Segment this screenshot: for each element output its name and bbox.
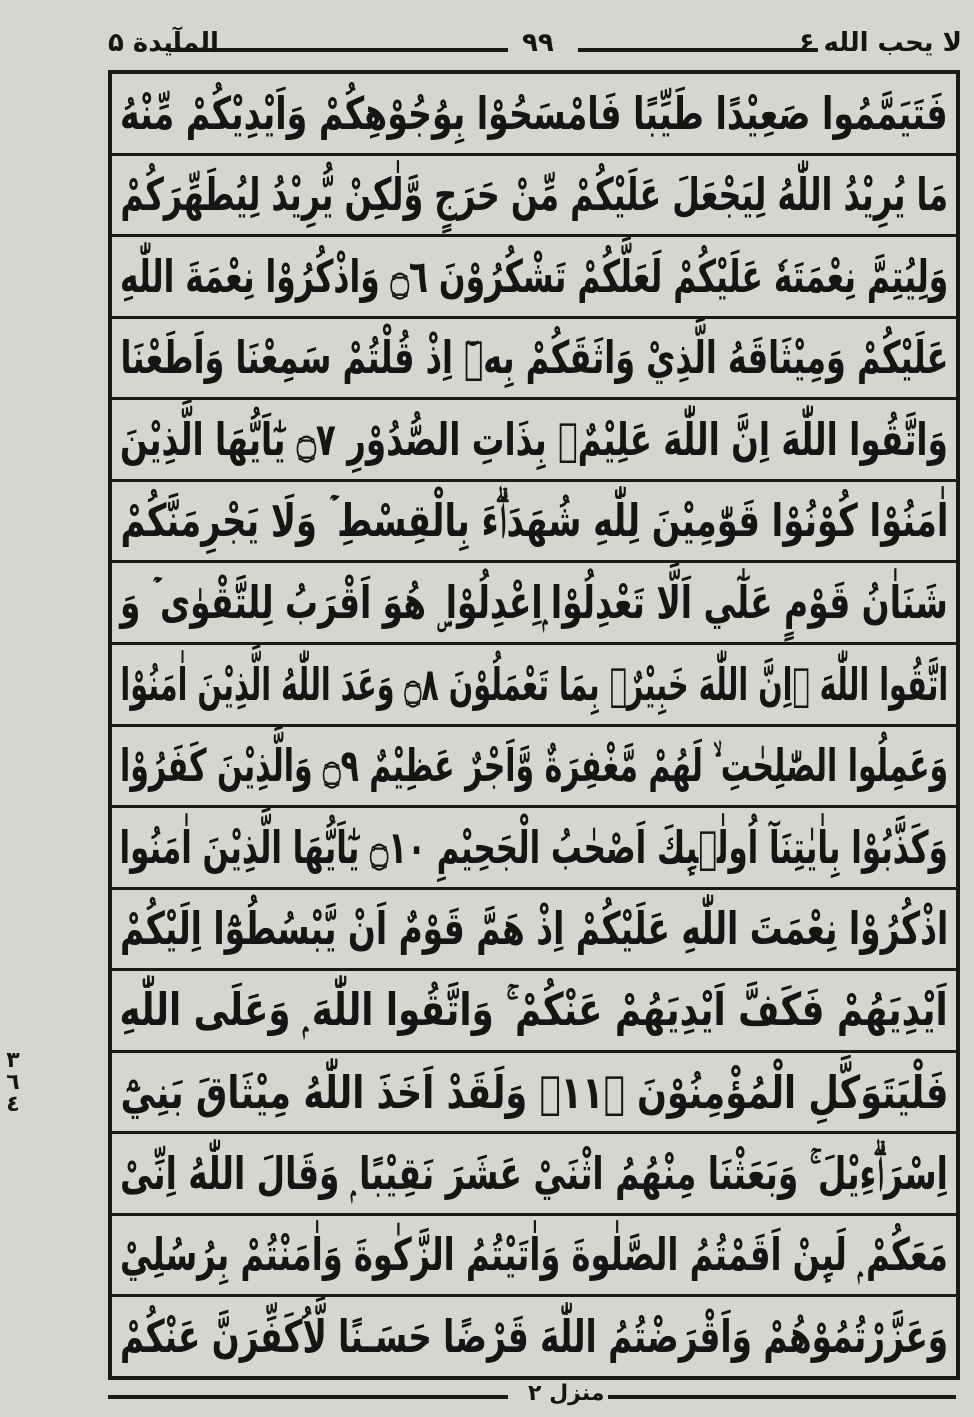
footer-rule-right: [608, 1395, 956, 1399]
ruku-marker: [0, 1050, 26, 1140]
juz-name: لا يحب الله ۶: [798, 28, 962, 58]
text-line-11: اذْكُرُوْا نِعْمَتَ اللّٰهِ عَلَيْكُمْ اِذْ هَمَّ قَوْمٌ اَنْ يَّبْسُطُوْٓا اِلَيْكُمْ: [112, 890, 956, 972]
text-line-10: وَكَذَّبُوْا بِاٰيٰتِنَآ اُولٰۗىِٕكَ اَصْحٰبُ الْجَحِيْمِ ۝١٠ يٰٓاَيُّهَا الَّذِيْنَ اٰمَنُوا: [112, 808, 956, 890]
text-line-2: مَا يُرِيْدُ اللّٰهُ لِيَجْعَلَ عَلَيْكُمْ مِّنْ حَرَجٍ وَّلٰكِنْ يُّرِيْدُ لِيُطَهِّرَكُمْ: [112, 156, 956, 238]
text-line-4: عَلَيْكُمْ وَمِيْثَاقَهُ الَّذِيْ وَاثَقَكُمْ بِهٖٓ اِذْ قُلْتُمْ سَمِعْنَا وَاَطَعْنَا: [112, 319, 956, 401]
text-line-13: فَلْيَتَوَكَّلِ الْمُؤْمِنُوْنَ ۝١١ۧ وَلَقَدْ اَخَذَ اللّٰهُ مِيْثَاقَ بَنِيْٓ: [112, 1053, 956, 1135]
text-line-14: اِسْرَاۗءِيْلَ ۚ وَبَعَثْنَا مِنْهُمُ اثْنَيْ عَشَرَ نَقِيْبًا ۭ وَقَالَ اللّٰهُ اِنِّىْ: [112, 1134, 956, 1216]
surah-name: المآيدة ۵: [108, 28, 219, 58]
page-header: [108, 24, 962, 68]
text-line-6: اٰمَنُوْا كُوْنُوْا قَوّٰمِيْنَ لِلّٰهِ شُهَدَاۗءَ بِالْقِسْطِ ۡ وَلَا يَجْرِمَنَّكُمْ: [112, 482, 956, 564]
page-footer: [108, 1381, 960, 1411]
text-line-8: اتَّقُوا اللّٰهَ ۭاِنَّ اللّٰهَ خَبِيْرٌۢ بِمَا تَعْمَلُوْنَ ۝٨ وَعَدَ اللّٰهُ الَّذِيْنَ اٰمَنُوْا: [112, 645, 956, 727]
footer-rule-left: [108, 1395, 508, 1399]
text-line-1: فَتَيَمَّمُوا صَعِيْدًا طَيِّبًا فَامْسَحُوْا بِوُجُوْهِكُمْ وَاَيْدِيْكُمْ مِّنْهُ: [112, 74, 956, 156]
page-number: ٩٩: [522, 28, 554, 58]
header-rule-right: [578, 48, 818, 52]
text-line-5: وَاتَّقُوا اللّٰهَ اِنَّ اللّٰهَ عَلِيْمٌۢ بِذَاتِ الصُّدُوْرِ ۝٧ يٰٓاَيُّهَا الَّذِيْنَ: [112, 400, 956, 482]
text-line-9: وَعَمِلُوا الصّٰلِحٰتِ ۙ لَهُمْ مَّغْفِرَةٌ وَّاَجْرٌ عَظِيْمٌ ۝٩ وَالَّذِيْنَ كَفَرُوْا: [112, 727, 956, 809]
ruku-marker-top: ٣: [6, 1048, 20, 1073]
ruku-marker-mid: ٦: [6, 1070, 20, 1095]
manzil-label: منزل ٢: [528, 1381, 605, 1406]
text-line-3: وَلِيُتِمَّ نِعْمَتَهٗ عَلَيْكُمْ لَعَلَّكُمْ تَشْكُرُوْنَ ۝٦ وَاذْكُرُوْا نِعْمَةَ اللّٰهِ: [112, 237, 956, 319]
text-line-15: مَعَكُمْ ۭ لَىِٕنْ اَقَمْتُمُ الصَّلٰوةَ وَاٰتَيْتُمُ الزَّكٰوةَ وَاٰمَنْتُمْ بِرُسُلِيْ: [112, 1216, 956, 1298]
text-line-16: وَعَزَّرْتُمُوْهُمْ وَاَقْرَضْتُمُ اللّٰهَ قَرْضًا حَسَـنًا لَّاُكَفِّرَنَّ عَنْكُمْ: [119, 1310, 949, 1364]
text-line-7: شَنَاٰنُ قَوْمٍ عَلٰٓي اَلَّا تَعْدِلُوْا ۭاِعْدِلُوْا ۣ هُوَ اَقْرَبُ لِلتَّقْوٰى ۡ وَ: [112, 563, 956, 645]
text-frame: [108, 70, 960, 1380]
text-line-12: اَيْدِيَهُمْ فَكَفَّ اَيْدِيَهُمْ عَنْكُمْ ۚ وَاتَّقُوا اللّٰهَ ۭ وَعَلَى اللّٰهِ: [112, 971, 956, 1053]
header-rule-left: [168, 48, 508, 52]
ruku-marker-bottom: ٤: [6, 1092, 20, 1117]
